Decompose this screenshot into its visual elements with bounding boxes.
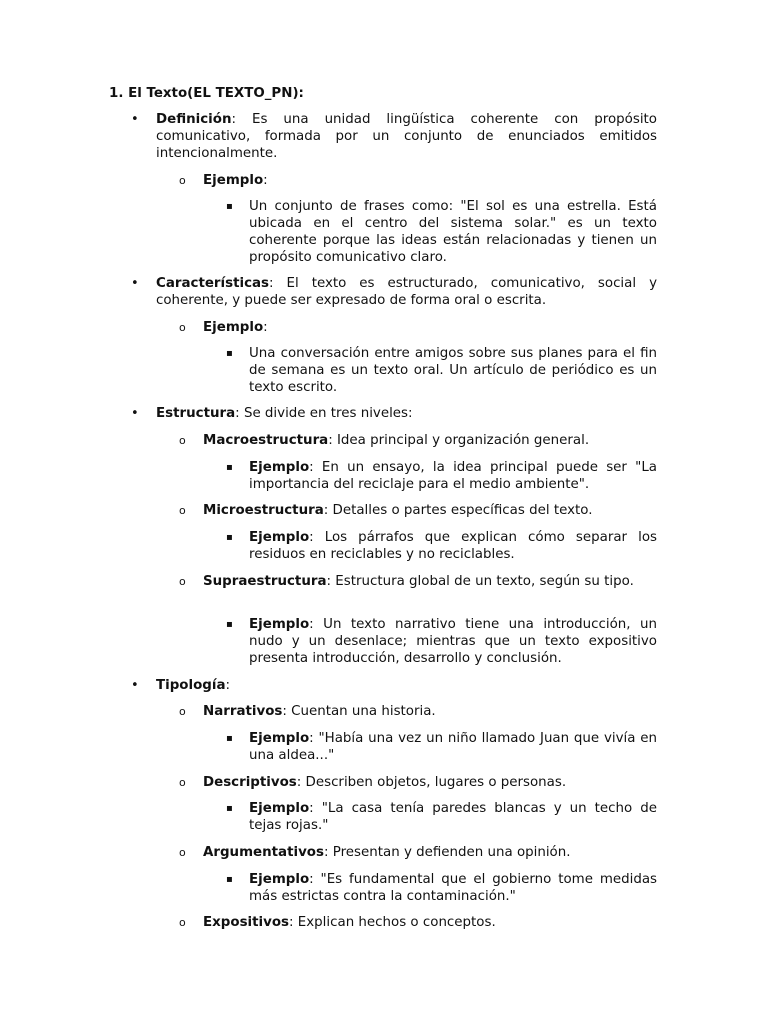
term-label: Descriptivos: [203, 775, 297, 790]
bullet-marker: ▪: [226, 532, 233, 543]
bullet-marker: ▪: [226, 733, 233, 744]
list-item-expositivos: [203, 914, 657, 931]
term-label: Supraestructura: [203, 574, 327, 589]
bullet-marker: o: [179, 846, 186, 859]
bullet-marker: o: [179, 575, 186, 588]
list-item-example-text: Un conjunto de frases como: "El sol es una estrella. Está ubicada en el centro del sistema solar." es un texto coherente porque las ideas están relacionadas y tienen un propósito comunicativo claro.: [249, 199, 657, 265]
term-label: Argumentativos: [203, 845, 324, 860]
term-label: Ejemplo: [203, 173, 264, 188]
term-label: Definición: [156, 112, 232, 127]
list-item-argumentativos: [203, 844, 657, 861]
term-label: Ejemplo: [249, 731, 310, 746]
bullet-marker: o: [179, 434, 186, 447]
bullet-marker: o: [179, 776, 186, 789]
term-label: Expositivos: [203, 915, 290, 930]
item-text: :: [263, 173, 268, 188]
item-text: : Presentan y defienden una opinión.: [323, 845, 571, 860]
list-item-macroestructura: [203, 432, 657, 449]
list-item-ejemplo: [203, 172, 657, 189]
bullet-marker: ▪: [226, 619, 233, 630]
bullet-marker: ▪: [226, 201, 233, 212]
item-text: : Idea principal y organización general.: [328, 433, 590, 448]
bullet-marker: ▪: [226, 803, 233, 814]
item-text: : Detalles o partes específicas del texto.: [323, 503, 593, 518]
bullet-marker: ▪: [226, 348, 233, 359]
list-item-narrativos: [203, 703, 657, 720]
list-item-definicion: [156, 111, 657, 162]
term-label: Ejemplo: [249, 617, 310, 632]
bullet-marker: •: [131, 406, 139, 421]
item-text: : Estructura global de un texto, según su tipo.: [326, 574, 634, 589]
item-text: : Cuentan una historia.: [282, 704, 436, 719]
bullet-marker: o: [179, 705, 186, 718]
bullet-marker: ▪: [226, 462, 233, 473]
list-item-caracteristicas: [156, 275, 657, 309]
term-label: Estructura: [156, 406, 236, 421]
term-label: Ejemplo: [249, 460, 310, 475]
term-label: Macroestructura: [203, 433, 329, 448]
term-label: Tipología: [156, 678, 226, 693]
item-text: : Los párrafos que explican cómo separar los residuos en reciclables y no reciclables.: [249, 530, 657, 562]
term-label: Ejemplo: [203, 320, 264, 335]
term-label: Microestructura: [203, 503, 324, 518]
bullet-marker: ▪: [226, 874, 233, 885]
bullet-marker: o: [179, 321, 186, 334]
bullet-marker: o: [179, 916, 186, 929]
item-text: : "La casa tenía paredes blancas y un techo de tejas rojas.": [249, 801, 657, 833]
bullet-marker: •: [131, 678, 139, 693]
bullet-marker: o: [179, 504, 186, 517]
term-label: Características: [156, 276, 270, 291]
term-label: Ejemplo: [249, 872, 310, 887]
list-item-example-text: [249, 800, 657, 834]
item-text: : Es una unidad lingüística coherente con propósito comunicativo, formada por un conjunto de enunciados emitidos intencionalmente.: [156, 112, 657, 161]
list-item-example-text: [249, 529, 657, 563]
item-text: : "Es fundamental que el gobierno tome medidas más estrictas contra la contaminación.": [249, 872, 657, 904]
list-item-example-text: Una conversación entre amigos sobre sus planes para el fin de semana es un texto oral. Un artículo de periódico es un texto escrito.: [249, 346, 657, 395]
list-item-supraestructura: [203, 573, 657, 590]
item-text: : Describen objetos, lugares o personas.: [296, 775, 567, 790]
list-item-tipologia: [156, 677, 657, 694]
item-text: : El texto es estructurado, comunicativo, social y coherente, y puede ser expresado de forma oral o escrita.: [156, 276, 657, 308]
term-label: Narrativos: [203, 704, 283, 719]
list-item-ejemplo: [203, 319, 657, 336]
bullet-marker: •: [131, 112, 139, 127]
list-item-microestructura: [203, 502, 657, 519]
item-text: : "Había una vez un niño llamado Juan que vivía en una aldea...": [249, 731, 657, 763]
term-label: Ejemplo: [249, 801, 310, 816]
list-item-example-text: [249, 871, 657, 905]
section-heading: 1. El Texto(EL TEXTO_PN):: [109, 86, 304, 101]
item-text: : Un texto narrativo tiene una introducción, un nudo y un desenlace; mientras que un texto expositivo presenta introducción, desarrollo y conclusión.: [249, 617, 657, 666]
item-text: : Explican hechos o conceptos.: [289, 915, 496, 930]
list-item-estructura: [156, 405, 657, 422]
list-item-example-text: [249, 459, 657, 493]
item-text: : Se divide en tres niveles:: [235, 406, 413, 421]
list-item-example-text: [249, 616, 657, 667]
item-text: :: [263, 320, 268, 335]
list-item-example-text: [249, 730, 657, 764]
list-item-descriptivos: [203, 774, 657, 791]
bullet-marker: •: [131, 276, 139, 291]
item-text: :: [225, 678, 231, 693]
bullet-marker: o: [179, 174, 186, 187]
term-label: Ejemplo: [249, 530, 310, 545]
item-text: : En un ensayo, la idea principal puede ser "La importancia del reciclaje para el medio ambiente".: [249, 460, 657, 492]
